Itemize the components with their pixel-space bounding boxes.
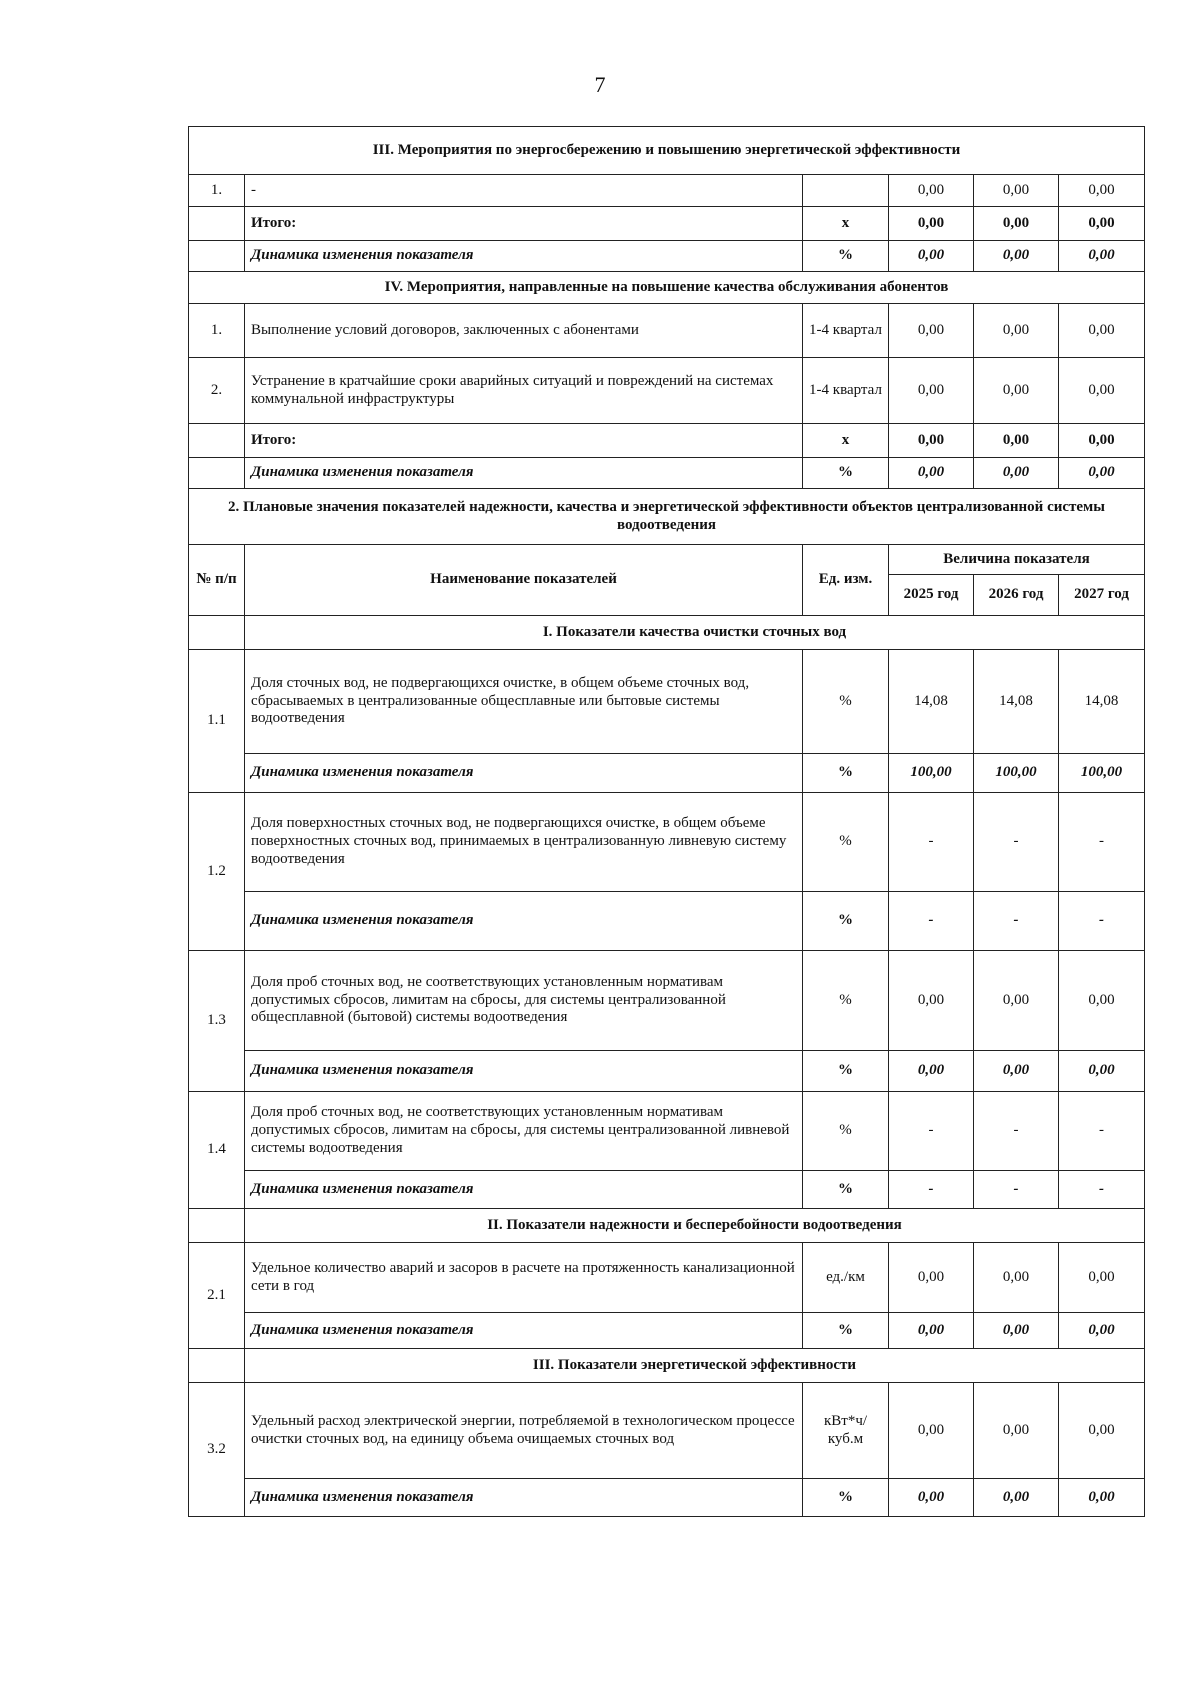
page-number: 7 xyxy=(594,72,606,97)
value-2026-cell: 0,00 xyxy=(974,424,1059,458)
header-year-2026: 2026 год xyxy=(974,575,1059,616)
empty-num-cell xyxy=(189,424,245,458)
indicator-number: 1.4 xyxy=(189,1092,245,1209)
empty-num-cell xyxy=(189,1349,245,1383)
value-2025-cell: - xyxy=(889,892,974,951)
value-2027-cell: - xyxy=(1059,793,1145,892)
value-2027-cell: - xyxy=(1059,892,1145,951)
section-title-energy-saving: III. Мероприятия по энергосбережению и повышению энергетической эффективности xyxy=(189,127,1145,175)
section-row xyxy=(189,272,1145,304)
dynamics-row xyxy=(189,1171,1145,1209)
value-2025-cell: 0,00 xyxy=(889,304,974,358)
value-2026-cell: 0,00 xyxy=(974,358,1059,424)
indicator-name: Удельный расход электрической энергии, потребляемой в технологическом процессе очистки сточных вод, на единицу объема очищаемых сточных вод xyxy=(245,1383,803,1479)
indicator-row xyxy=(189,951,1145,1051)
unit-cell: % xyxy=(803,458,889,489)
value-2025-cell: - xyxy=(889,793,974,892)
unit-cell: х xyxy=(803,207,889,241)
value-2025-cell: 0,00 xyxy=(889,424,974,458)
value-2025-cell: 0,00 xyxy=(889,207,974,241)
row-number: 1. xyxy=(189,175,245,207)
value-2026-cell: - xyxy=(974,793,1059,892)
indicator-row xyxy=(189,1092,1145,1171)
value-2026-cell: 0,00 xyxy=(974,951,1059,1051)
header-row xyxy=(189,545,1145,575)
value-2027-cell: 0,00 xyxy=(1059,1313,1145,1349)
indicator-row xyxy=(189,650,1145,754)
value-2025-cell: 0,00 xyxy=(889,1383,974,1479)
dynamics-row xyxy=(189,892,1145,951)
indicator-number: 1.3 xyxy=(189,951,245,1092)
value-2026-cell: 0,00 xyxy=(974,207,1059,241)
value-2025-cell: 14,08 xyxy=(889,650,974,754)
empty-num-cell xyxy=(189,241,245,272)
value-2026-cell: 0,00 xyxy=(974,304,1059,358)
empty-num-cell xyxy=(189,207,245,241)
value-2026-cell: 14,08 xyxy=(974,650,1059,754)
value-2025-cell: 0,00 xyxy=(889,1313,974,1349)
unit-cell: % xyxy=(803,1092,889,1171)
dynamics-label: Динамика изменения показателя xyxy=(245,892,803,951)
dynamics-label: Динамика изменения показателя xyxy=(245,1051,803,1092)
value-2027-cell: 0,00 xyxy=(1059,458,1145,489)
dynamics-row xyxy=(189,754,1145,793)
value-2026-cell: 0,00 xyxy=(974,175,1059,207)
value-2025-cell: 0,00 xyxy=(889,1479,974,1517)
value-2025-cell: 0,00 xyxy=(889,951,974,1051)
unit-cell: 1-4 квартал xyxy=(803,304,889,358)
value-2027-cell: 0,00 xyxy=(1059,1051,1145,1092)
indicator-row xyxy=(189,1243,1145,1313)
value-2025-cell: 0,00 xyxy=(889,458,974,489)
value-2025-cell: - xyxy=(889,1171,974,1209)
section-row xyxy=(189,1349,1145,1383)
measure-row xyxy=(189,358,1145,424)
dynamics-label: Динамика изменения показателя xyxy=(245,754,803,793)
measure-row xyxy=(189,175,1145,207)
header-year-2027: 2027 год xyxy=(1059,575,1145,616)
total-label: Итого: xyxy=(245,207,803,241)
value-2027-cell: 0,00 xyxy=(1059,1243,1145,1313)
value-2025-cell: 0,00 xyxy=(889,358,974,424)
value-2027-cell: - xyxy=(1059,1092,1145,1171)
indicator-row xyxy=(189,793,1145,892)
empty-num-cell xyxy=(189,458,245,489)
value-2027-cell: - xyxy=(1059,1171,1145,1209)
unit-cell: % xyxy=(803,793,889,892)
header-name: Наименование показателей xyxy=(245,545,803,616)
group-title-treatment-quality: I. Показатели качества очистки сточных вод xyxy=(245,616,1145,650)
measure-name: Выполнение условий договоров, заключенных с абонентами xyxy=(245,304,803,358)
unit-cell: % xyxy=(803,650,889,754)
dynamics-label: Динамика изменения показателя xyxy=(245,1479,803,1517)
indicator-row xyxy=(189,1383,1145,1479)
value-2027-cell: 0,00 xyxy=(1059,424,1145,458)
value-2027-cell: 0,00 xyxy=(1059,951,1145,1051)
value-2027-cell: 0,00 xyxy=(1059,1479,1145,1517)
value-2027-cell: 0,00 xyxy=(1059,304,1145,358)
unit-cell: % xyxy=(803,951,889,1051)
value-2025-cell: - xyxy=(889,1092,974,1171)
row-number: 2. xyxy=(189,358,245,424)
value-2025-cell: 0,00 xyxy=(889,1051,974,1092)
value-2027-cell: 100,00 xyxy=(1059,754,1145,793)
unit-cell: % xyxy=(803,754,889,793)
indicator-name: Доля сточных вод, не подвергающихся очистке, в общем объеме сточных вод, сбрасываемых в централизованные общесплавные или бытовые системы водоотведения xyxy=(245,650,803,754)
indicator-name: Доля поверхностных сточных вод, не подвергающихся очистке, в общем объеме поверхностных сточных вод, принимаемых в централизованную ливневую систему водоотведения xyxy=(245,793,803,892)
empty-num-cell xyxy=(189,616,245,650)
value-2027-cell: 14,08 xyxy=(1059,650,1145,754)
indicator-number: 1.1 xyxy=(189,650,245,793)
dynamics-row xyxy=(189,458,1145,489)
value-2025-cell: 0,00 xyxy=(889,175,974,207)
measure-name: - xyxy=(245,175,803,207)
dynamics-label: Динамика изменения показателя xyxy=(245,241,803,272)
indicator-name: Доля проб сточных вод, не соответствующих установленным нормативам допустимых сбросов, лимитам на сбросы, для системы централизованной общесплавной (бытовой) системы водоотведения xyxy=(245,951,803,1051)
indicator-number: 2.1 xyxy=(189,1243,245,1349)
unit-cell: % xyxy=(803,892,889,951)
value-2026-cell: 0,00 xyxy=(974,1383,1059,1479)
unit-cell: 1-4 квартал xyxy=(803,358,889,424)
value-2027-cell: 0,00 xyxy=(1059,358,1145,424)
unit-cell: ед./км xyxy=(803,1243,889,1313)
value-2026-cell: 0,00 xyxy=(974,1479,1059,1517)
group-title-energy-efficiency: III. Показатели энергетической эффективности xyxy=(245,1349,1145,1383)
header-unit: Ед. изм. xyxy=(803,545,889,616)
section-title-customer-service: IV. Мероприятия, направленные на повышение качества обслуживания абонентов xyxy=(189,272,1145,304)
unit-cell: % xyxy=(803,1479,889,1517)
value-2026-cell: - xyxy=(974,1092,1059,1171)
value-2025-cell: 100,00 xyxy=(889,754,974,793)
value-2027-cell: 0,00 xyxy=(1059,207,1145,241)
section-row xyxy=(189,489,1145,545)
value-2026-cell: 0,00 xyxy=(974,458,1059,489)
dynamics-label: Динамика изменения показателя xyxy=(245,1171,803,1209)
unit-cell: % xyxy=(803,1051,889,1092)
dynamics-row xyxy=(189,1479,1145,1517)
value-2025-cell: 0,00 xyxy=(889,241,974,272)
unit-cell: % xyxy=(803,1313,889,1349)
header-value-group: Величина показателя xyxy=(889,545,1145,575)
dynamics-row xyxy=(189,1313,1145,1349)
value-2027-cell: 0,00 xyxy=(1059,175,1145,207)
indicator-number: 1.2 xyxy=(189,793,245,951)
total-row xyxy=(189,207,1145,241)
total-label: Итого: xyxy=(245,424,803,458)
value-2027-cell: 0,00 xyxy=(1059,241,1145,272)
row-number: 1. xyxy=(189,304,245,358)
dynamics-label: Динамика изменения показателя xyxy=(245,458,803,489)
indicator-number: 3.2 xyxy=(189,1383,245,1517)
group-title-reliability: II. Показатели надежности и бесперебойности водоотведения xyxy=(245,1209,1145,1243)
value-2025-cell: 0,00 xyxy=(889,1243,974,1313)
indicators-table xyxy=(188,126,1145,1517)
value-2026-cell: 0,00 xyxy=(974,1243,1059,1313)
value-2026-cell: 0,00 xyxy=(974,1313,1059,1349)
total-row xyxy=(189,424,1145,458)
value-2026-cell: 0,00 xyxy=(974,1051,1059,1092)
unit-cell xyxy=(803,175,889,207)
value-2027-cell: 0,00 xyxy=(1059,1383,1145,1479)
unit-cell: % xyxy=(803,241,889,272)
dynamics-row xyxy=(189,241,1145,272)
measure-row xyxy=(189,304,1145,358)
unit-cell: х xyxy=(803,424,889,458)
section-row xyxy=(189,127,1145,175)
empty-num-cell xyxy=(189,1209,245,1243)
value-2026-cell: - xyxy=(974,1171,1059,1209)
value-2026-cell: 0,00 xyxy=(974,241,1059,272)
section-row xyxy=(189,1209,1145,1243)
header-year-2025: 2025 год xyxy=(889,575,974,616)
section-row xyxy=(189,616,1145,650)
value-2026-cell: - xyxy=(974,892,1059,951)
unit-cell: кВт*ч/ куб.м xyxy=(803,1383,889,1479)
part2-title: 2. Плановые значения показателей надежности, качества и энергетической эффективности объектов централизованной системы водоотведения xyxy=(189,489,1145,545)
value-2026-cell: 100,00 xyxy=(974,754,1059,793)
indicators-table-body xyxy=(189,127,1145,1517)
dynamics-row xyxy=(189,1051,1145,1092)
unit-cell: % xyxy=(803,1171,889,1209)
indicator-name: Доля проб сточных вод, не соответствующих установленным нормативам допустимых сбросов, лимитам на сбросы, для системы централизованной ливневой системы водоотведения xyxy=(245,1092,803,1171)
indicator-name: Удельное количество аварий и засоров в расчете на протяженность канализационной сети в год xyxy=(245,1243,803,1313)
header-num: № п/п xyxy=(189,545,245,616)
dynamics-label: Динамика изменения показателя xyxy=(245,1313,803,1349)
measure-name: Устранение в кратчайшие сроки аварийных ситуаций и повреждений на системах коммунальной инфраструктуры xyxy=(245,358,803,424)
